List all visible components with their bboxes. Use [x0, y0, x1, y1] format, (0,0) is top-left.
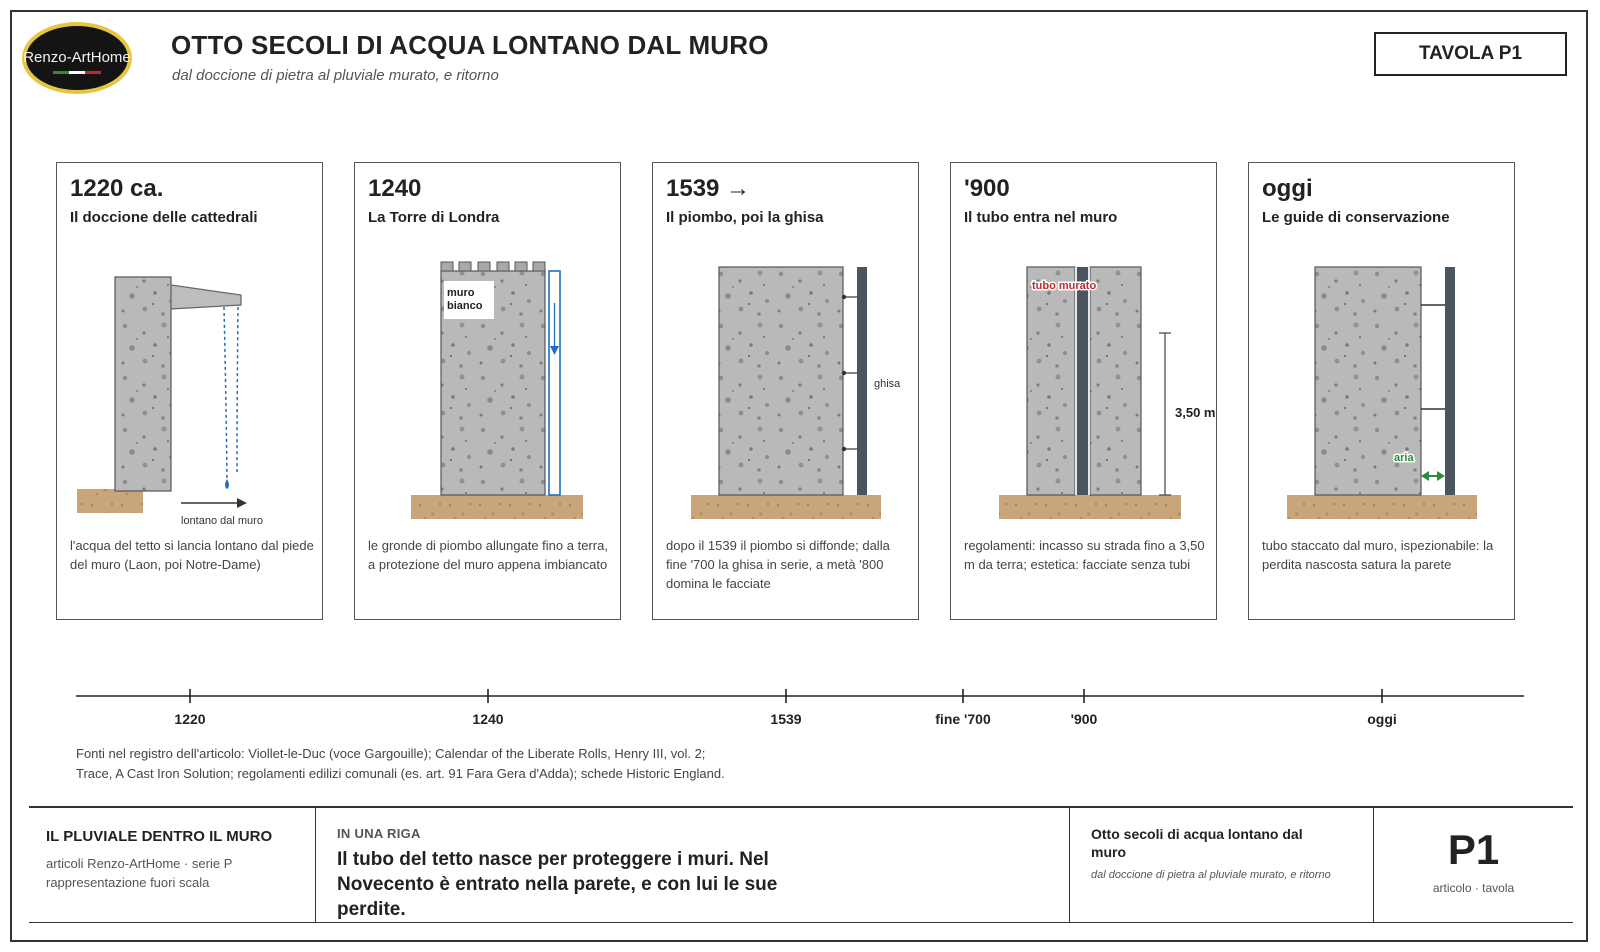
cast-iron-illustration: [653, 163, 920, 533]
panel-1539: [652, 162, 919, 620]
panel-1240: [354, 162, 621, 620]
footer-bar: [29, 806, 1573, 923]
timeline-label: oggi: [1367, 711, 1397, 727]
cast-iron-pipe: [857, 267, 867, 495]
height-label: 3,50 m: [1175, 405, 1216, 420]
wall-left: [1027, 267, 1075, 495]
wall: [719, 267, 843, 495]
series-info: [46, 854, 232, 892]
timeline-label: fine '700: [935, 711, 991, 727]
ground: [1287, 495, 1477, 519]
sources-line: Fonti nel registro dell'articolo: Viollet-le-Duc (voce Gargouille); Calendar of the Liberate Rolls, Henry III, vol. 2;: [76, 746, 706, 761]
gargoyle-spout: [171, 285, 241, 309]
footer-code: [1374, 808, 1573, 923]
distance-label: lontano dal muro: [181, 515, 263, 527]
battlement: [478, 262, 490, 271]
embedded-pipe-label: tubo murato: [1032, 280, 1097, 292]
sources-note: [76, 744, 725, 784]
sources-line: Trace, A Cast Iron Solution; regolamenti edilizi comunali (es. art. 91 Fara Gera d'Adda); schede Historic England.: [76, 766, 725, 781]
timeline-label: '900: [1070, 711, 1098, 727]
brand-logo: [21, 21, 133, 95]
reference-title: Otto secoli di acqua lontano dal muro: [1091, 826, 1303, 860]
cast-iron-label: ghisa: [874, 378, 901, 390]
ground: [411, 495, 583, 519]
series-title: IL PLUVIALE DENTRO IL MURO: [46, 828, 273, 845]
panel-900: [950, 162, 1217, 620]
panel-year: 1539 →: [666, 175, 751, 202]
air-gap-label: aria: [1394, 452, 1414, 464]
timeline-label: 1220: [174, 711, 206, 727]
article-code-caption: articolo · tavola: [1432, 881, 1515, 895]
battlement: [515, 262, 527, 271]
arrow-head: [237, 498, 247, 508]
battlement: [441, 262, 453, 271]
panel-title: La Torre di Londra: [368, 209, 500, 226]
panel-title: Le guide di conservazione: [1262, 209, 1450, 226]
panel-title: Il piombo, poi la ghisa: [666, 209, 824, 226]
water-stream: [237, 307, 238, 475]
battlement: [497, 262, 509, 271]
bracket-bolt: [842, 295, 846, 299]
panel-1220: [56, 162, 323, 620]
article-code: P1: [1447, 826, 1500, 873]
summary-text: Il tubo del tetto nasce per proteggere i muri. Nel Novecento è entrato nella parete, e con lui le sue perdite.: [337, 849, 778, 920]
panel-description: tubo staccato dal muro, ispezionabile: la perdita nascosta satura la parete: [1262, 538, 1494, 572]
panel-description: le gronde di piombo allungate fino a terra, a protezione del muro appena imbiancato: [368, 538, 608, 572]
ground: [691, 495, 881, 519]
panel-description: regolamenti: incasso su strada fino a 3,50 m da terra; estetica: facciate senza tubi: [964, 538, 1205, 572]
logo-text: Renzo-ArtHome: [23, 49, 131, 66]
page-subtitle: dal doccione di pietra al pluviale murato, e ritorno: [172, 67, 499, 84]
bracket-bolt: [842, 447, 846, 451]
bracket-bolt: [842, 371, 846, 375]
panel-description: l'acqua del tetto si lancia lontano dal piede del muro (Laon, poi Notre-Dame): [70, 538, 314, 572]
water-drop: [225, 479, 229, 489]
white-wall-label: [447, 287, 483, 312]
gargoyle-illustration: [57, 163, 324, 533]
white-wall-label-line: muro: [447, 287, 475, 299]
arrow-head: [1437, 471, 1445, 481]
panel-year: 1240: [368, 175, 422, 202]
water-stream: [224, 307, 227, 481]
footer-series: [29, 808, 316, 923]
battlement: [459, 262, 471, 271]
page-title: OTTO SECOLI DI ACQUA LONTANO DAL MURO: [171, 30, 769, 60]
panel-year: '900: [964, 175, 1010, 202]
timeline: [0, 680, 1600, 730]
battlement: [533, 262, 545, 271]
ground: [999, 495, 1181, 519]
timeline-label: 1539: [770, 711, 802, 727]
panel-title: Il tubo entra nel muro: [964, 209, 1118, 226]
wall-right: [1090, 267, 1141, 495]
detached-pipe: [1445, 267, 1455, 495]
arrow-head: [1421, 471, 1429, 481]
panel-year: 1220 ca.: [70, 175, 164, 202]
tower-illustration: [355, 163, 622, 533]
detached-pipe-illustration: [1249, 163, 1516, 533]
series-line: rappresentazione fuori scala: [46, 875, 210, 890]
wall: [115, 277, 171, 491]
series-line: articoli Renzo-ArtHome · serie P: [46, 856, 233, 871]
panel-year: oggi: [1262, 175, 1313, 202]
footer-summary: [316, 808, 1070, 923]
reference-subtitle: dal doccione di pietra al pluviale murato, e ritorno: [1091, 869, 1331, 881]
footer-reference: [1070, 808, 1374, 923]
embedded-pipe: [1077, 267, 1088, 495]
summary-kicker: IN UNA RIGA: [337, 826, 421, 841]
panel-title: Il doccione delle cattedrali: [70, 209, 258, 226]
embedded-pipe-illustration: [951, 163, 1218, 533]
ground: [77, 489, 143, 513]
timeline-label: 1240: [472, 711, 504, 727]
white-wall-label-line: bianco: [447, 300, 483, 312]
panel-oggi: [1248, 162, 1515, 620]
tavola-badge: TAVOLA P1: [1374, 32, 1567, 76]
panel-description: dopo il 1539 il piombo si diffonde; dalla fine '700 la ghisa in serie, a metà '800 domina le facciate: [666, 538, 890, 591]
